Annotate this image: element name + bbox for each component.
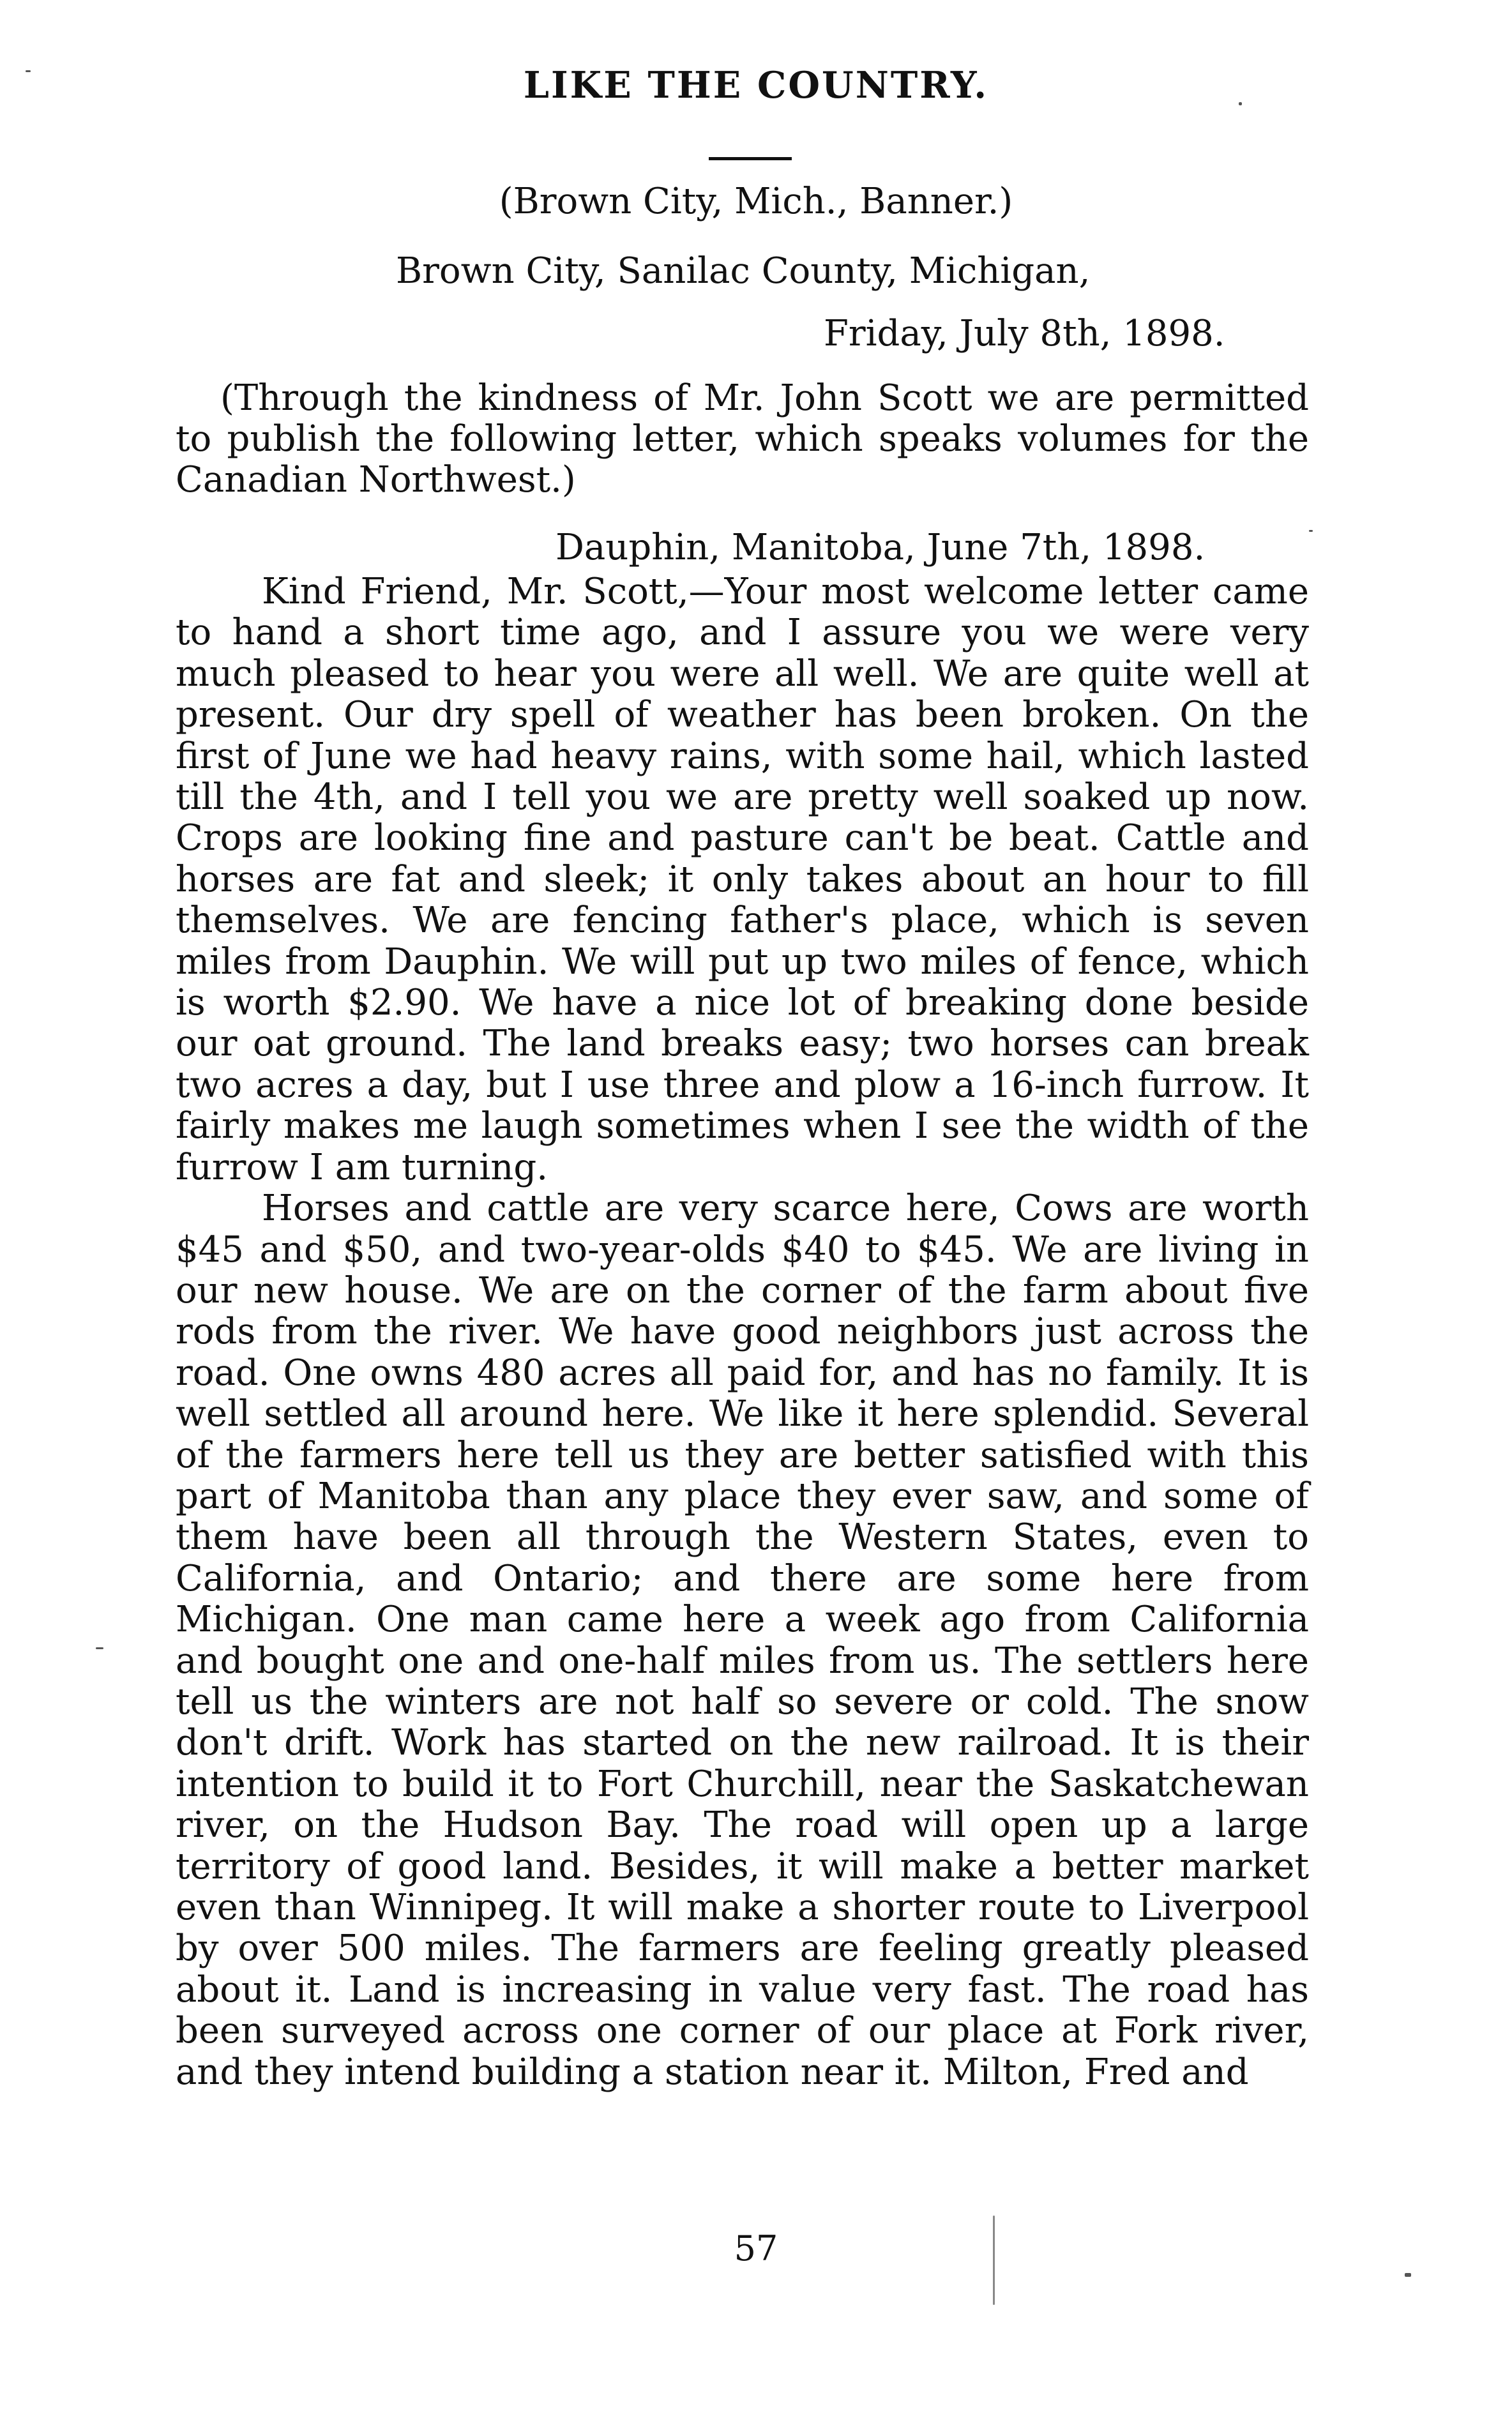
scan-speck	[26, 70, 31, 72]
scan-speck	[1405, 2273, 1411, 2277]
article-source: (Brown City, Mich., Banner.)	[499, 181, 1013, 222]
article-place: Brown City, Sanilac County, Michigan,	[396, 250, 1091, 292]
letter-paragraph-1: Kind Friend, Mr. Scott,—Your most welcome letter came to hand a short time ago, and I assure you we were very much pleased to hear you were all well. We are quite well at present. Our dry spell of weather has been broken. On the first of June we had heavy rains, with some hail, which lasted till the 4th, and I tell you we are pretty well soaked up now. Crops are looking fine and pasture can't be beat. Cattle and horses are fat and sleek; it only takes about an hour to fill themselves. We are fencing father's place, which is seven miles from Dauphin. We will put up two miles of fence, which is worth $2.90. We have a nice lot of breaking done beside our oat ground. The land breaks easy; two horses can break two acres a day, but I use three and plow a 16-inch furrow. It fairly makes me laugh sometimes when I see the width of the furrow I am turning.	[176, 571, 1309, 1188]
scan-speck	[96, 1647, 103, 1649]
scan-speck	[1239, 102, 1242, 105]
title-rule	[709, 157, 792, 160]
letter-paragraph-2: Horses and cattle are very scarce here, Cows are worth $45 and $50, and two-year-olds $40 to $45. We are living in our new house. We are on the corner of the farm about five rods from the river. We have good neighbors just across the road. One owns 480 acres all paid for, and has no family. It is well settled all around here. We like it here splendid. Several of the farmers here tell us they are better satisfied with this part of Manitoba than any place they ever saw, and some of them have been all through the Western States, even to California, and Ontario; and there are some here from Michigan. One man came here a week ago from California and bought one and one-half miles from us. The settlers here tell us the winters are not half so severe or cold. The snow don't drift. Work has started on the new railroad. It is their intention to build it to Fort Churchill, near the Saskatchewan river, on the Hudson Bay. The road will open up a large territory of good land. Besides, it will make a better market even than Winnipeg. It will make a shorter route to Liverpool by over 500 miles. The farmers are feeling greatly pleased about it. Land is increasing in value very fast. The road has been surveyed across one corner of our place at Fork river, and they intend building a station near it. Milton, Fred and	[176, 1188, 1309, 2093]
letter-dateline: Dauphin, Manitoba, June 7th, 1898.	[556, 527, 1206, 568]
article-title: LIKE THE COUNTRY.	[523, 64, 989, 107]
page-number: 57	[734, 2228, 778, 2269]
scan-speck	[1309, 530, 1313, 532]
editor-note-text: (Through the kindness of Mr. John Scott we are permitted to publish the following letter, which speaks volumes for the Canadian Northwest.)	[176, 377, 1309, 501]
letter-body	[176, 571, 1309, 2093]
scan-speck	[993, 2216, 995, 2305]
article-date: Friday, July 8th, 1898.	[824, 313, 1225, 354]
editor-note	[176, 378, 1309, 501]
